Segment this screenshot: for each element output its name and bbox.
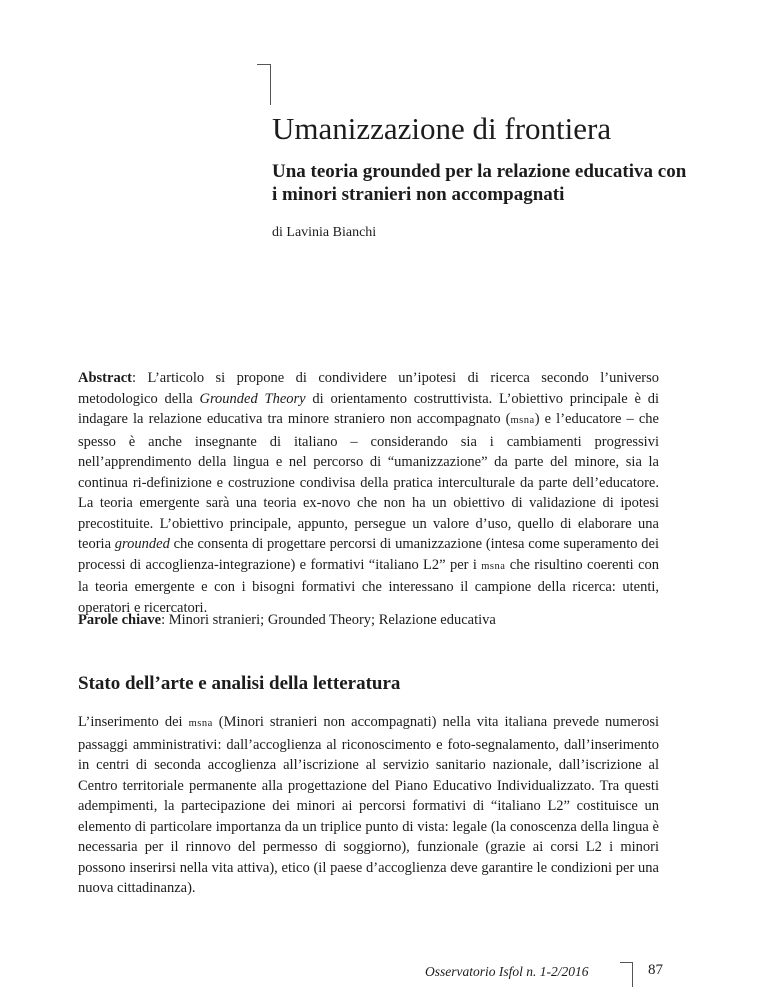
corner-mark-bottom bbox=[620, 962, 633, 987]
abstract-text-1: L’articolo si propone di condividere un’ipotesi di ricerca secondo l’universo metodologico della bbox=[78, 370, 660, 407]
keywords-line bbox=[78, 610, 659, 631]
abstract-msna-1: msna bbox=[510, 415, 535, 426]
body-text-1: L’inserimento dei bbox=[78, 714, 189, 730]
article-title: Umanizzazione di frontiera bbox=[272, 111, 612, 146]
corner-mark-top bbox=[257, 64, 271, 105]
abstract-msna-2: msna bbox=[481, 560, 506, 572]
abstract-text-5: che risultino coerenti con la teoria emergente e con i bisogni formativi che interessano il campione della ricerca: utenti, operatori e ricercatori. bbox=[78, 556, 659, 616]
keywords-sep: : bbox=[161, 612, 169, 628]
abstract-text-3: ) e l’educatore – che spesso è anche insegnante di italiano – considerando sia i cambiamenti progressivi nell’apprendimento della lingua e nel percorso di “umanizzazione” da parte del minore, sia la continua ri-definizione e costruzione condivisa della pratica interculturale da parte dell’educatore. La teoria emergente sarà una teoria ex-novo che non ha un obiettivo di validazione di ipotesi precostituite. L’obiettivo principale, appunto, persegue un valore d’uso, quello di elaborare una teoria bbox=[78, 411, 659, 552]
keywords-label: Parole chiave bbox=[78, 612, 162, 628]
abstract-em-grounded: grounded bbox=[114, 536, 170, 552]
body-text-2: (Minori stranieri non accompagnati) nella vita italiana prevede numerosi passaggi amministrativi: dall’accoglienza al riconoscimento e foto-segnalamento, dall’inserimento in centri di seconda accoglienza all’iscrizione al servizio sanitario nazionale, dall’iscrizione al Centro territoriale permanente alla progettazione del Piano Educativo Individualizzato. Tra questi adempimenti, la partecipazione dei minori ai percorsi formativi di “italiano L2” costituisce un elemento di particolare importanza da un triplice punto di vista: legale (la conoscenza della lingua è necessaria per il rinnovo del permesso di soggiorno), funzionale (grazie ai corsi L2 i minori possono inserirsi nella vita attiva), etico (il paese d’accoglienza deve garantire le condizioni per una nuova cittadinanza). bbox=[78, 714, 660, 896]
abstract-paragraph bbox=[78, 368, 659, 618]
body-msna: msna bbox=[188, 718, 213, 729]
section-heading: Stato dell’arte e analisi della letteratura bbox=[78, 673, 401, 694]
keywords-text: Minori stranieri; Grounded Theory; Relazione educativa bbox=[168, 612, 496, 628]
abstract-em-grounded-theory: Grounded Theory bbox=[199, 390, 306, 407]
journal-reference: Osservatorio Isfol n. 1-2/2016 bbox=[425, 964, 589, 979]
article-subtitle: Una teoria grounded per la relazione educativa con i minori stranieri non accompagnati bbox=[272, 161, 687, 205]
author-line: di Lavinia Bianchi bbox=[272, 225, 377, 240]
title-block bbox=[272, 112, 692, 241]
abstract-text-2: di orientamento costruttivista. L’obiettivo principale è di indagare la relazione educativa tra minore straniero non accompagnato ( bbox=[78, 390, 659, 427]
abstract-sep: : bbox=[131, 370, 148, 386]
body-paragraph bbox=[78, 712, 659, 899]
abstract-label: Abstract bbox=[78, 370, 132, 386]
page-number: 87 bbox=[648, 962, 663, 978]
abstract-text-4: che consenta di progettare percorsi di umanizzazione (intesa come superamento dei processi di accoglienza-integrazione) e formativi “italiano L2” per i bbox=[78, 536, 659, 573]
